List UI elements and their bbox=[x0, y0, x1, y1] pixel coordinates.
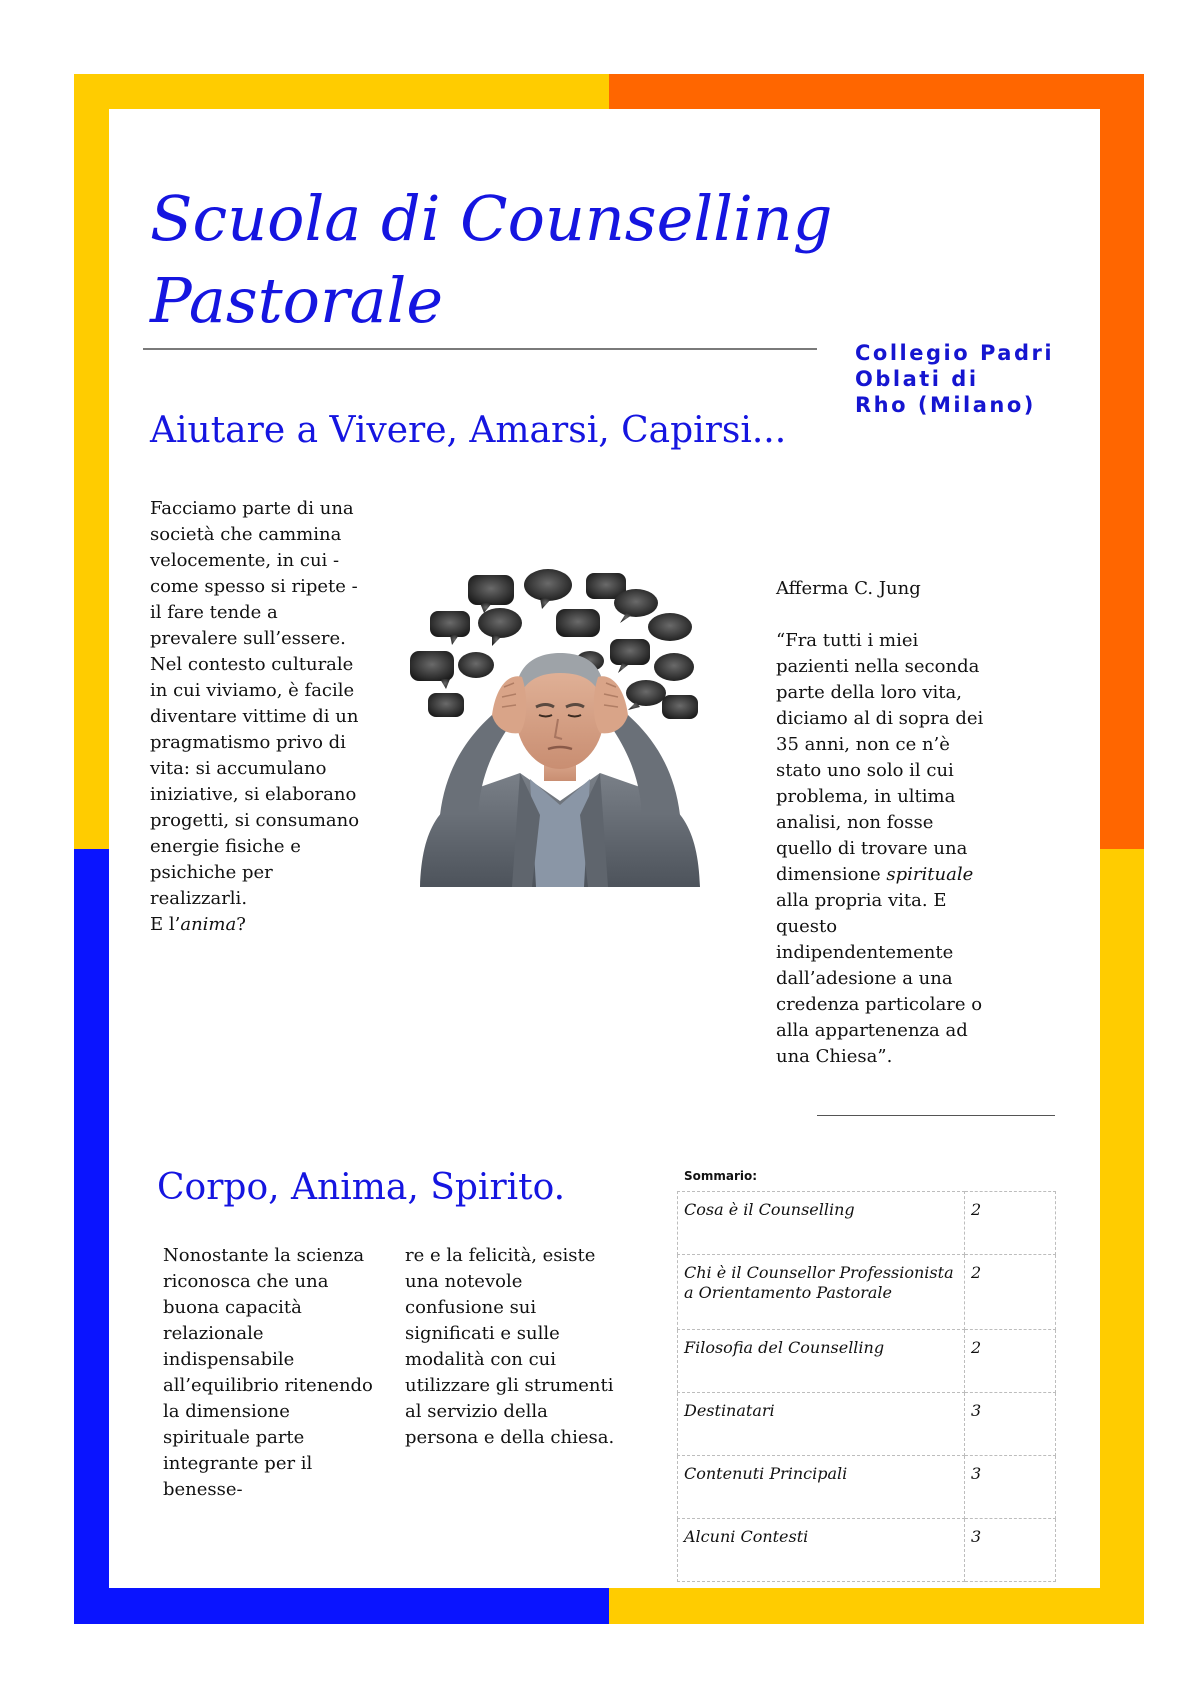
summary-item-page: 3 bbox=[965, 1393, 1056, 1456]
summary-table bbox=[677, 1191, 1056, 1582]
summary-item-title[interactable]: Chi è il Counsellor Professionista a Orientamento Pastorale bbox=[678, 1255, 965, 1330]
institution-line-1: Collegio Padri bbox=[855, 341, 1055, 365]
frame-top-right-orange bbox=[609, 74, 1144, 109]
title-line-2: Pastorale bbox=[150, 264, 444, 337]
stressed-man-with-speech-bubbles-icon bbox=[400, 565, 720, 887]
frame-left-lower-blue bbox=[74, 849, 109, 1624]
quote-divider bbox=[817, 1115, 1055, 1116]
section2-column-1: Nonostante la scienza riconosca che una buona capacità relazionale indispensabile all’equilibrio ritenendo la dimensione spirituale parte integrante per il benesse- bbox=[163, 1245, 373, 1500]
summary-item-title[interactable]: Filosofia del Counselling bbox=[678, 1330, 965, 1393]
summary-item-page: 3 bbox=[965, 1456, 1056, 1519]
frame-bottom-left-blue bbox=[74, 1588, 609, 1624]
summary-item-title[interactable]: Contenuti Principali bbox=[678, 1456, 965, 1519]
summary-item-page: 3 bbox=[965, 1519, 1056, 1582]
quote-text-before: “Fra tutti i miei pazienti nella seconda parte della loro vita, diciamo al di sopra dei 35 anni, non ce n’è stato uno solo il cui problema, in ultima analisi, non fosse quello di trovare una dimensione bbox=[776, 630, 984, 885]
question-prefix: E l’ bbox=[150, 914, 181, 935]
table-row[interactable] bbox=[678, 1255, 1056, 1330]
frame-top-left-yellow bbox=[74, 74, 609, 109]
table-row[interactable] bbox=[678, 1192, 1056, 1255]
summary-item-title[interactable]: Cosa è il Counselling bbox=[678, 1192, 965, 1255]
institution-name bbox=[855, 340, 1085, 418]
question-emphasis: anima bbox=[180, 914, 237, 935]
section2-column-2: re e la felicità, esiste una notevole confusione sui significati e sulle modalità con cui utilizzare gli strumenti al servizio della persona e della chiesa. bbox=[405, 1245, 615, 1448]
frame-right-upper-orange bbox=[1100, 74, 1144, 849]
intro-column bbox=[150, 496, 360, 938]
title-line-1: Scuola di Counselling bbox=[150, 182, 833, 255]
summary-item-page: 2 bbox=[965, 1192, 1056, 1255]
quote-text bbox=[776, 628, 994, 1070]
frame-bottom-right-yellow bbox=[609, 1588, 1144, 1624]
intro-question bbox=[150, 912, 360, 938]
table-row[interactable] bbox=[678, 1393, 1056, 1456]
summary-label: Sommario: bbox=[684, 1169, 758, 1183]
newsletter-title bbox=[150, 178, 850, 342]
jung-quote bbox=[776, 576, 994, 1070]
quote-intro: Afferma C. Jung bbox=[776, 578, 921, 599]
quote-emphasis: spirituale bbox=[886, 864, 974, 885]
table-row[interactable] bbox=[678, 1330, 1056, 1393]
table-row[interactable] bbox=[678, 1456, 1056, 1519]
institution-line-3: Rho (Milano) bbox=[855, 393, 1036, 417]
summary-item-page: 2 bbox=[965, 1255, 1056, 1330]
summary-item-page: 2 bbox=[965, 1330, 1056, 1393]
intro-paragraph-2: Nel contesto culturale in cui viviamo, è facile diventare vittime di un pragmatismo privo di vita: si accumulano iniziative, si elaborano progetti, si consumano energie fisiche e psichiche per realizzarli. bbox=[150, 654, 360, 909]
section-heading-aiutare: Aiutare a Vivere, Amarsi, Capirsi... bbox=[150, 410, 787, 451]
summary-item-title[interactable]: Destinatari bbox=[678, 1393, 965, 1456]
institution-line-2: Oblati di bbox=[855, 367, 979, 391]
summary-item-title[interactable]: Alcuni Contesti bbox=[678, 1519, 965, 1582]
title-divider bbox=[143, 348, 817, 350]
table-row[interactable] bbox=[678, 1519, 1056, 1582]
question-suffix: ? bbox=[236, 914, 246, 935]
quote-text-after: alla propria vita. E questo indipendentemente dall’adesione a una credenza particolare o alla appartenenza ad una Chiesa”. bbox=[776, 890, 983, 1067]
section-heading-corpo: Corpo, Anima, Spirito. bbox=[157, 1167, 566, 1208]
frame-right-lower-yellow bbox=[1100, 849, 1144, 1624]
intro-paragraph-1: Facciamo parte di una società che cammina velocemente, in cui - come spesso si ripete - il fare tende a prevalere sull’essere. bbox=[150, 498, 358, 649]
frame-left-upper-yellow bbox=[74, 74, 109, 849]
